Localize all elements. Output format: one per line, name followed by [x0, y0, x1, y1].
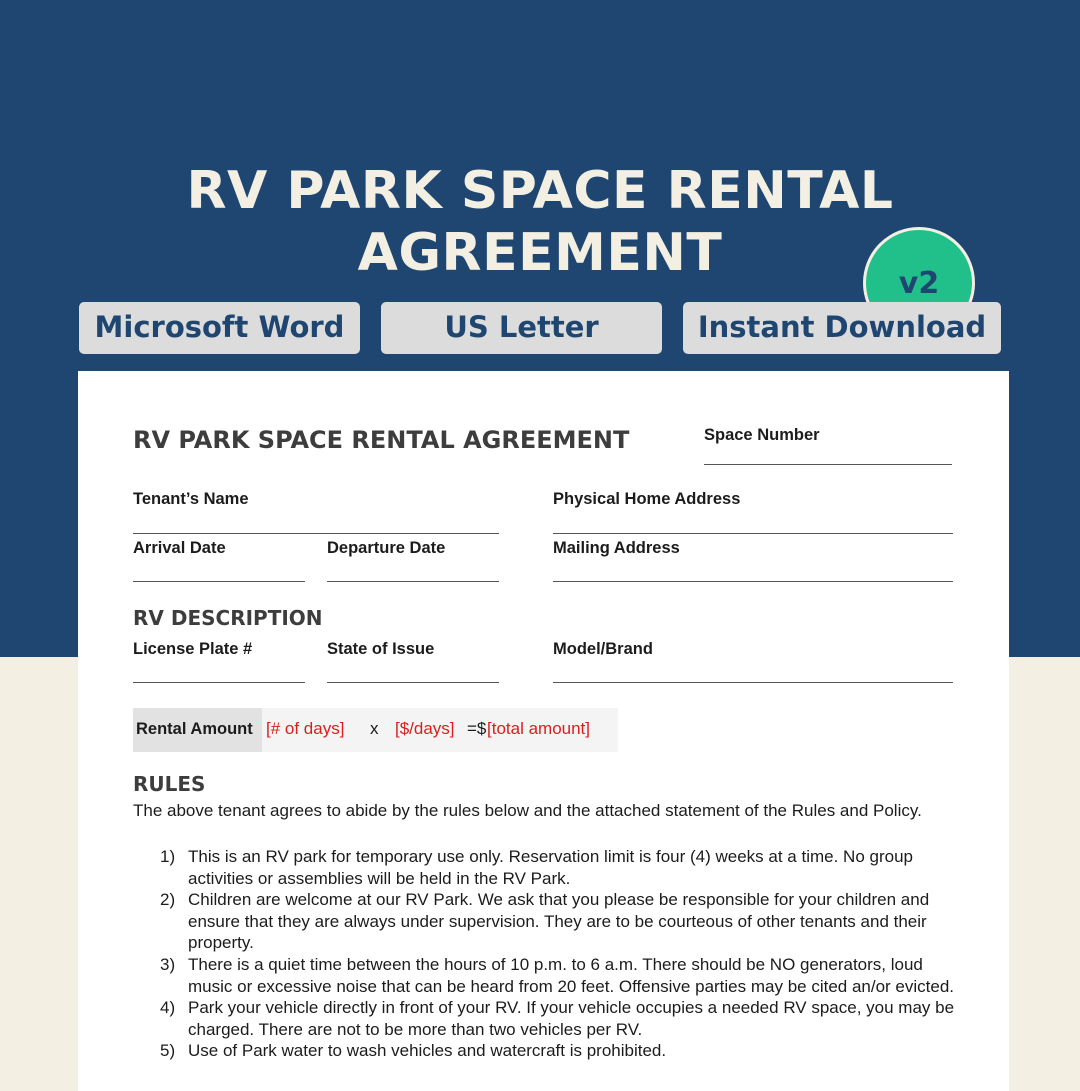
format-pill-microsoft-word: Microsoft Word: [79, 302, 360, 354]
total-amount-placeholder: [total amount]: [487, 719, 591, 738]
physical-home-address-line: [553, 533, 953, 534]
rule-item: [133, 889, 963, 954]
state-of-issue-label: State of Issue: [327, 640, 435, 658]
rule-text: Park your vehicle directly in front of your RV. If your vehicle occupies a needed RV space, you may be charged. There are not to be more than two vehicles per RV.: [188, 998, 955, 1039]
days-placeholder: [# of days]: [266, 719, 345, 738]
rules-list: [133, 846, 963, 1062]
document-title: RV PARK SPACE RENTAL AGREEMENT: [133, 426, 630, 454]
departure-date-line: [327, 581, 499, 582]
rule-number: 3): [160, 954, 176, 974]
arrival-date-line: [133, 581, 305, 582]
license-plate-label: License Plate #: [133, 640, 253, 658]
rule-item: [133, 954, 963, 997]
license-plate-line: [133, 682, 305, 683]
rule-number: 2): [160, 890, 176, 910]
physical-home-address-label: Physical Home Address: [553, 490, 741, 508]
arrival-date-label: Arrival Date: [133, 539, 226, 557]
model-brand-line: [553, 682, 953, 683]
rule-number: 5): [160, 1041, 176, 1061]
rule-number: 4): [160, 998, 176, 1018]
state-of-issue-line: [327, 682, 499, 683]
tenant-name-line: [133, 533, 499, 534]
hero-title-line-2: AGREEMENT: [357, 223, 723, 283]
rule-text: Children are welcome at our RV Park. We ask that you please be responsible for your children and ensure that they are always under supervision. They are to be courteous of other tenants and their property.: [188, 890, 930, 953]
rule-text: Use of Park water to wash vehicles and watercraft is prohibited.: [188, 1041, 667, 1061]
mailing-address-label: Mailing Address: [553, 539, 680, 557]
format-pill-instant-download: Instant Download: [683, 302, 1001, 354]
model-brand-label: Model/Brand: [553, 640, 653, 658]
times-symbol: x: [370, 719, 379, 738]
mailing-address-line: [553, 581, 953, 582]
rule-text: This is an RV park for temporary use only. Reservation limit is four (4) weeks at a time. No group activities or assemblies will be held in the RV Park.: [188, 847, 913, 888]
rule-number: 1): [160, 847, 176, 866]
rule-item: [133, 997, 963, 1040]
document-preview: [78, 371, 1009, 1091]
format-pill-us-letter: US Letter: [381, 302, 662, 354]
equals-dollar-symbol: =$: [467, 719, 487, 738]
space-number-label: Space Number: [704, 426, 820, 444]
rules-intro: The above tenant agrees to abide by the rules below and the attached statement of the Rules and Policy.: [133, 801, 922, 820]
rental-amount-label: Rental Amount: [133, 708, 262, 752]
space-number-line: [704, 464, 952, 465]
rv-description-heading: RV DESCRIPTION: [133, 606, 323, 630]
version-badge-label: v2: [898, 266, 940, 301]
rate-placeholder: [$/days]: [395, 719, 455, 738]
rule-item: [133, 1040, 963, 1062]
rule-text: There is a quiet time between the hours of 10 p.m. to 6 a.m. There should be NO generators, loud music or excessive noise that can be heard from 20 feet. Offensive parties may be cited an/or evicted.: [188, 954, 955, 996]
hero-title-line-1: RV PARK SPACE RENTAL: [186, 161, 894, 221]
rule-item: [133, 846, 963, 889]
rental-amount-row: [133, 708, 618, 752]
tenant-name-label: Tenant’s Name: [133, 490, 249, 508]
rules-heading: RULES: [133, 772, 206, 796]
departure-date-label: Departure Date: [327, 539, 446, 557]
